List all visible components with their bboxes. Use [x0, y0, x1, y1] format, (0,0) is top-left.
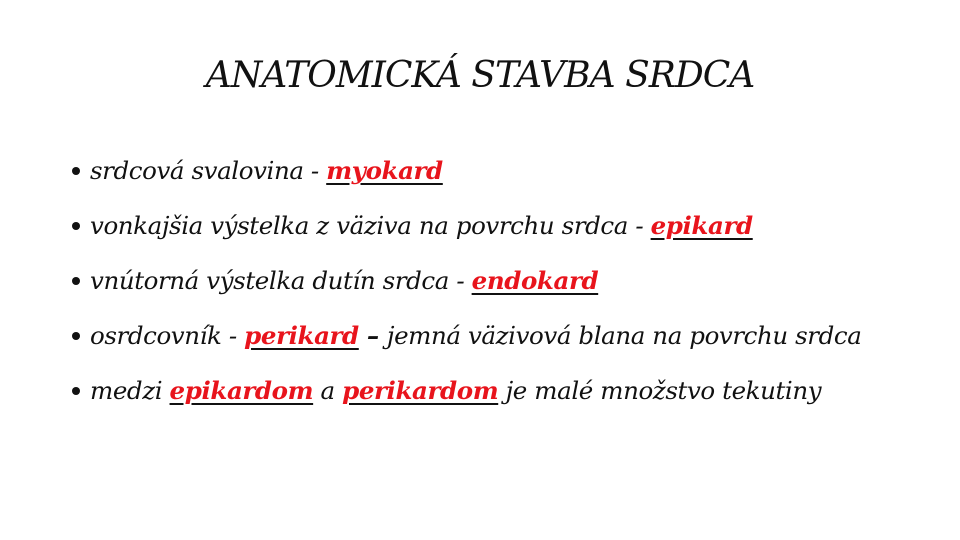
term-epikardom: epikardom	[169, 376, 314, 405]
bullet-item-perikard	[72, 313, 861, 368]
term-perikardom: perikardom	[342, 376, 499, 405]
bullet-dash: –	[358, 321, 387, 350]
bullet-text: vonkajšia výstelka z väziva na povrchu srdca -	[90, 211, 651, 240]
bullet-dot-icon	[72, 387, 80, 395]
bullet-dot-icon	[72, 332, 80, 340]
bullet-text: je malé množstvo tekutiny	[498, 376, 822, 405]
bullet-item-tekutina	[72, 368, 861, 423]
bullet-item-endokard	[72, 258, 861, 313]
bullet-list	[72, 148, 861, 423]
bullet-dot-icon	[72, 277, 80, 285]
bullet-item-epikard	[72, 203, 861, 258]
bullet-text: vnútorná výstelka dutín srdca -	[90, 266, 472, 295]
bullet-text: jemná väzivová blana na povrchu srdca	[386, 321, 862, 350]
bullet-item-myokard	[72, 148, 861, 203]
bullet-text: a	[313, 376, 343, 405]
bullet-text: srdcová svalovina -	[90, 156, 327, 185]
bullet-dot-icon	[72, 167, 80, 175]
term-myokard: myokard	[326, 156, 443, 185]
bullet-dot-icon	[72, 222, 80, 230]
bullet-text: medzi	[90, 376, 170, 405]
slide-title: ANATOMICKÁ STAVBA SRDCA	[205, 55, 755, 96]
bullet-text: osrdcovník -	[90, 321, 245, 350]
term-endokard: endokard	[471, 266, 599, 295]
term-epikard: epikard	[650, 211, 753, 240]
term-perikard: perikard	[244, 321, 359, 350]
